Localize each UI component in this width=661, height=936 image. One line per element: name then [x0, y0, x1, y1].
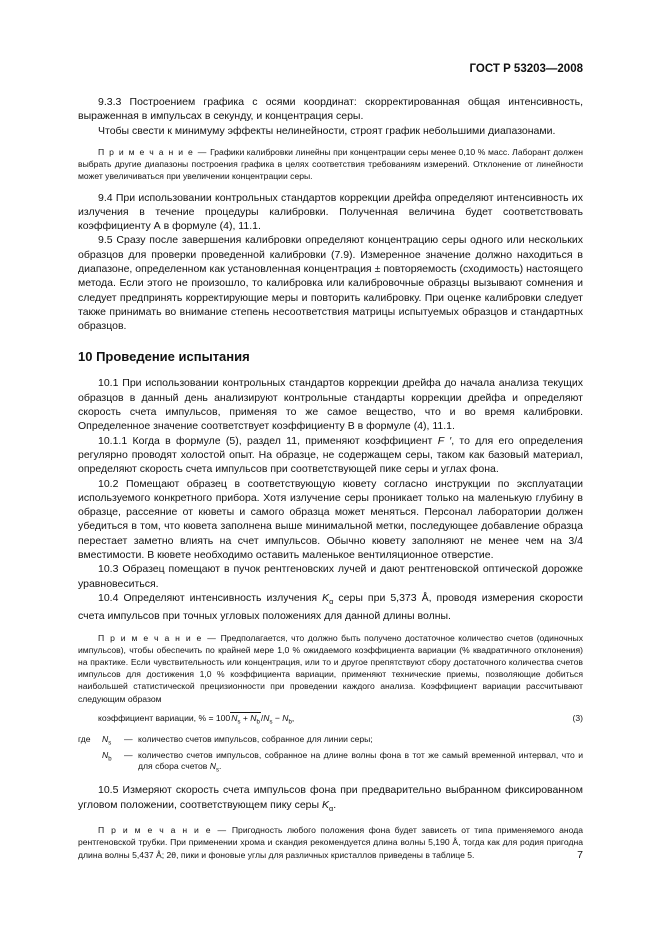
page-content: [78, 95, 583, 861]
note-calibration-linearity: [78, 146, 583, 183]
note-text: Графики калибровки линейны при концентрации серы менее 0,10 % масс. Лаборант должен выбрать другие диапазоны построения графика в целях соответствия требованиям измерений. Отклонение от линейности может увеличиваться при увеличении концентрации серы.: [78, 146, 584, 182]
note-label: П р и м е ч а н и е —: [98, 825, 228, 836]
note-text: Предполагается, что должно быть получено достаточное количество счетов (одиночных импульсов), чтобы обеспечить по крайней мере 1,0 % ожидаемого коэффициента вариации (% квадратичного отклонения) на практике. Если чувствительность или концентрация, или то и другое препятствуют сбору достаточного количества счетов импульсов для достижения 1,0 % коэффициента вариации, применяют технические приемы, позволяющие добиться наибольшей статистической прецизионности при проведении каждого анализа. Коэффициент вариации рассчитывают следующим образом: [78, 632, 583, 704]
paragraph-9-5: 9.5 Сразу после завершения калибровки определяют концентрацию серы одного или нескольких образцов для проверки проведенной калибровки (7.9). Измеренное значение должно находиться в диапазоне, определенном как установленная концентрация ± повторяемость (сходимость) настоящего метода. Если этого не произошло, то калибровка или калибровочные образцы вызывают сомнения и следует предпринять корректирующие меры и повторить калибровку. При оценке калибровки следует также принимать во внимание степень несоответствия матрицы испытуемых образцов и стандартных образцов.: [78, 234, 583, 333]
note-label: П р и м е ч а н и е —: [98, 146, 208, 157]
note-label: П р и м е ч а н и е —: [98, 632, 218, 643]
note-background-position: [78, 824, 583, 861]
paragraph-10-1-1: 10.1.1 Когда в формуле (5), раздел 11, применяют коэффициент F ′, то для его определения регулярно проводят холостой опыт. На образце, не содержащем серы, таком как базовый материал, определяют скорость счета импульсов при соответствующей пике серы и углах фона.: [78, 434, 583, 476]
definition-ns: где $N_s$ — количество счетов импульсов, собранное для линии серы;: [78, 733, 373, 747]
paragraph-10-4: 10.4 Определяют интенсивность излучения $K_\alpha$ серы при 5,373 Å, проводя измерения скорости счета импульсов при точных угловых положениях для данной длины волны.: [78, 591, 583, 623]
paragraph-10-2: 10.2 Помещают образец в соответствующую кювету согласно инструкции по эксплуатации используемого конкретного прибора. Хотя излучение серы проникает только на маленькую глубину в образце, рассеяние от кюветы и самого образца может меняться. Персонал лаборатории должен убедиться в том, что кювета заполнена выше минимальной метки, последующее добавление образца перестает заметно влиять на счет импульсов. Обычно кювету заполняют не менее чем на 3/4 вместимости. В кювете необходимо оставить маленькое вентиляционное отверстие.: [78, 477, 583, 562]
formula-number: (3): [572, 712, 583, 723]
formula-3: коэффициент вариации, % = $100N_s + N_b/N_s - N_b$, (3): [98, 712, 583, 726]
sqrt-expression: $N_s + N_b$: [231, 712, 260, 726]
note-variation-coefficient: [78, 632, 583, 705]
definition-nb: $N_b$ — количество счетов импульсов, собранное на длине волны фона в тот же самый временной интервал, что и для сбора счетов $N_s$.: [102, 749, 583, 774]
standard-header: ГОСТ Р 53203—2008: [469, 63, 583, 75]
formula-definitions: [78, 734, 583, 778]
paragraph-10-1: 10.1 При использовании контрольных стандартов коррекции дрейфа до начала анализа текущих образцов в данный день анализируют контрольные стандарты коррекции дрейфа и определяют скорость счета импульсов, применяя то же самое вещество, что и во время калибровки. Определенное значение соответствует коэффициенту В в формуле (4), 11.1.: [78, 377, 583, 433]
symbol-k-alpha: K: [322, 591, 330, 604]
paragraph-10-3: 10.3 Образец помещают в пучок рентгеновских лучей и дают рентгеновской оптической дорожке уравновеситься.: [78, 563, 583, 590]
paragraph-9-3-3: 9.3.3 Построением графика с осями координат: скорректированная общая интенсивность, выраженная в импульсах в секунду, и концентрация серы.: [78, 96, 583, 123]
paragraph-10-5: 10.5 Измеряют скорость счета импульсов фона при предварительно выбранном фиксированном угловом положении, соответствующем пику серы $K_\alpha$.: [78, 784, 583, 813]
note-text: Пригодность любого положения фона будет зависеть от типа применяемого анода рентгеновской трубки. При применении хрома и скандия рекомендуется длина волны 5,190 Å, тогда как для родия пригодна длина волны 5,437 Å; 2θ, пики и фоновые углы для различных кристаллов приведены в таблице 5.: [78, 825, 583, 860]
symbol-k-alpha: K: [321, 798, 329, 811]
paragraph-9-4: 9.4 При использовании контрольных стандартов коррекции дрейфа определяют интенсивность их излучения в течение процедуры калибровки. Полученная величина будет соответствовать коэффициенту А в формуле (4), 11.1.: [78, 191, 583, 233]
page-number: 7: [577, 849, 583, 861]
section-title-10: 10 Проведение испытания: [78, 349, 250, 365]
paragraph-nonlinearity: Чтобы свести к минимуму эффекты нелинейности, строят график небольшими диапазонами.: [98, 124, 556, 137]
symbol-f-prime: F ′: [437, 434, 452, 447]
